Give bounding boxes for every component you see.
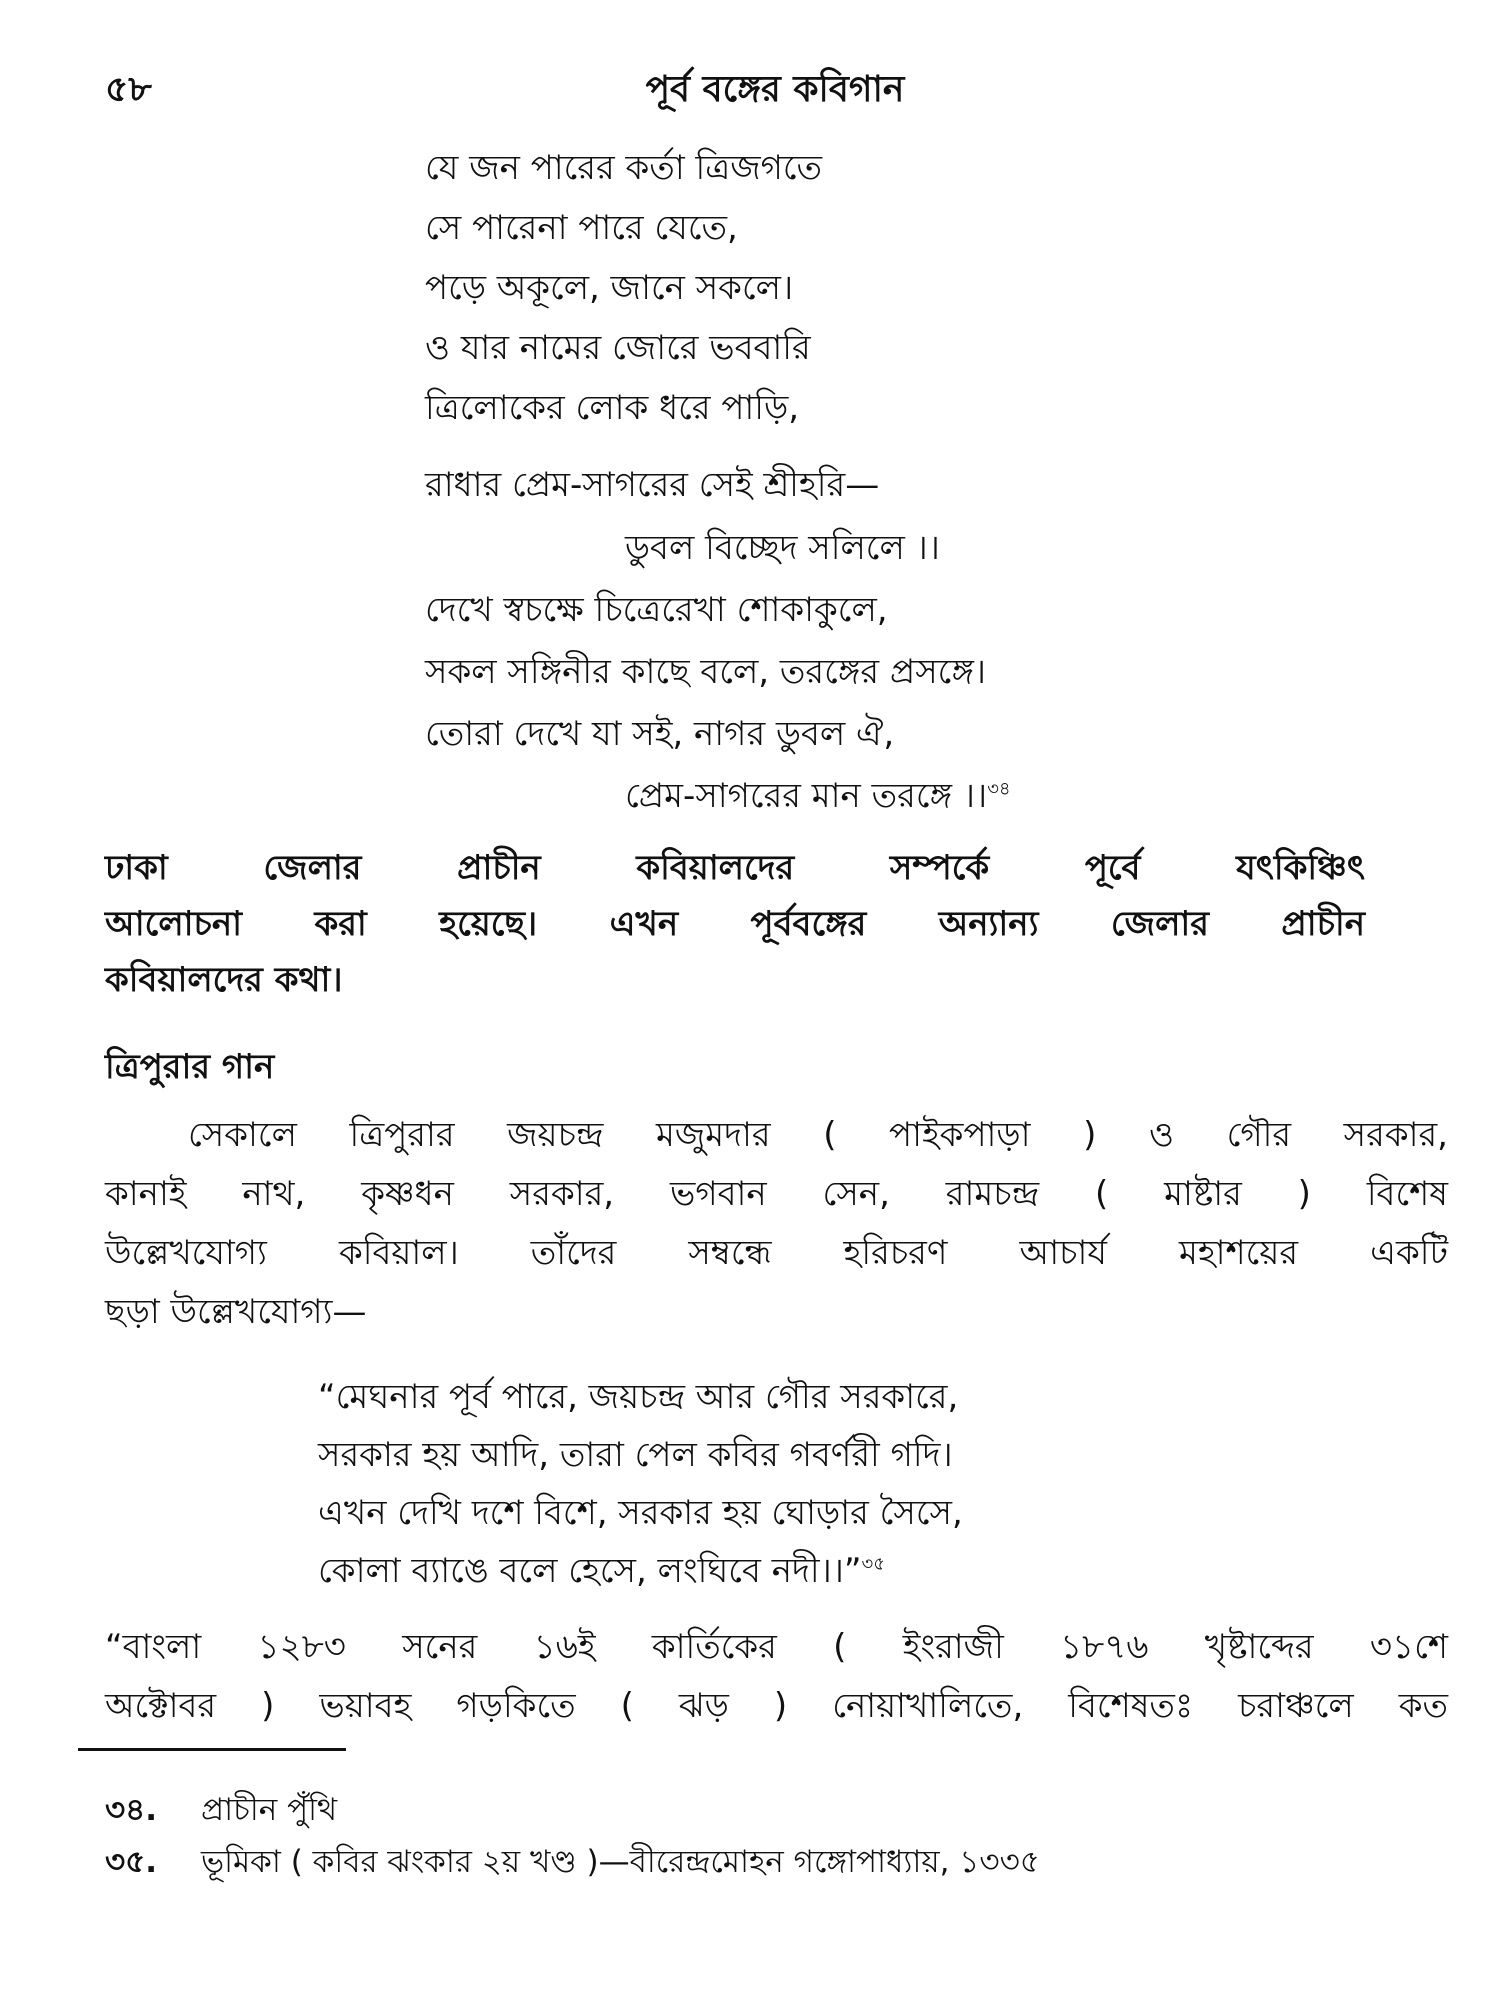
section-heading: ত্রিপুরার গান bbox=[105, 1047, 275, 1087]
paragraph-line: কবিয়ালদের কথা। bbox=[105, 960, 343, 1000]
poem-line: ও যার নামের জোরে ভববারি bbox=[425, 328, 811, 368]
footnote-number: ৩৫. bbox=[105, 1844, 158, 1880]
paragraph-line: উল্লেখযোগ্য কবিয়াল। তাঁদের সম্বন্ধে হরিচরণ আচার্য মহাশয়ের একটি bbox=[105, 1233, 1448, 1273]
paragraph-line: ছড়া উল্লেখযোগ্য— bbox=[105, 1292, 367, 1332]
verse-line: “মেঘনার পূর্ব পারে, জয়চন্দ্র আর গৌর সরকারে, bbox=[318, 1377, 959, 1417]
paragraph-line: অক্টোবর ) ভয়াবহ গড়কিতে ( ঝড় ) নোয়াখালিতে, বিশেষতঃ চরাঞ্চলে কত bbox=[105, 1686, 1448, 1726]
poem-line: পড়ে অকূলে, জানে সকলে। bbox=[425, 268, 794, 308]
footnote-ref: ৩৫ bbox=[861, 1553, 885, 1575]
footnote-text: ভূমিকা ( কবির ঝংকার ২য় খণ্ড )—বীরেন্দ্রমোহন গঙ্গোপাধ্যায়, ১৩৩৫ bbox=[201, 1844, 1040, 1880]
poem-line: সে পারেনা পারে যেতে, bbox=[425, 208, 738, 248]
poem-line: সকল সঙ্গিনীর কাছে বলে, তরঙ্গের প্রসঙ্গে। bbox=[425, 652, 987, 692]
page-number: ৫৮ bbox=[105, 69, 152, 110]
footnote-number: ৩৪. bbox=[105, 1792, 158, 1828]
verse-line bbox=[318, 1549, 885, 1593]
poem-line: ত্রিলোকের লোক ধরে পাড়ি, bbox=[425, 388, 800, 428]
footnote-divider bbox=[78, 1748, 346, 1751]
verse-line: এখন দেখি দশে বিশে, সরকার হয় ঘোড়ার সৈসে, bbox=[318, 1493, 963, 1533]
footnote bbox=[105, 1840, 1040, 1884]
poem-line: রাধার প্রেম-সাগরের সেই শ্রীহরি— bbox=[425, 465, 880, 505]
paragraph-line: কানাই নাথ, কৃষ্ণধন সরকার, ভগবান সেন, রামচন্দ্র ( মাষ্টার ) বিশেষ bbox=[105, 1174, 1448, 1214]
page-header bbox=[105, 62, 1445, 122]
paragraph-line: আলোচনা করা হয়েছে। এখন পূর্ববঙ্গের অন্যান্য জেলার প্রাচীন bbox=[105, 904, 1365, 944]
paragraph-line: “বাংলা ১২৮৩ সনের ১৬ই কার্তিকের ( ইংরাজী ১৮৭৬ খৃষ্টাব্দের ৩১শে bbox=[105, 1627, 1448, 1667]
poem-line: ডুবল বিচ্ছেদ সলিলে ।। bbox=[625, 528, 940, 568]
running-title: পূর্ব বঙ্গের কবিগান bbox=[645, 69, 905, 110]
footnote-text: প্রাচীন পুঁথি bbox=[201, 1792, 338, 1828]
footnote bbox=[105, 1788, 337, 1832]
poem-line bbox=[625, 774, 1011, 818]
verse-line-text: কোলা ব্যাঙে বলে হেসে, লংঘিবে নদী।।” bbox=[318, 1551, 862, 1591]
verse-line: সরকার হয় আদি, তারা পেল কবির গবর্ণরী গদি। bbox=[318, 1435, 953, 1475]
footnote-ref: ৩৪ bbox=[987, 778, 1011, 800]
poem-line: দেখে স্বচক্ষে চিত্রেরেখা শোকাকুলে, bbox=[425, 590, 888, 630]
poem-line: তোরা দেখে যা সই, নাগর ডুবল ঐ, bbox=[425, 714, 895, 754]
poem-line-text: প্রেম-সাগরের মান তরঙ্গে ।। bbox=[625, 776, 988, 816]
paragraph-line: ঢাকা জেলার প্রাচীন কবিয়ালদের সম্পর্কে পূর্বে যৎকিঞ্চিৎ bbox=[105, 848, 1365, 888]
poem-line: যে জন পারের কর্তা ত্রিজগতে bbox=[425, 148, 823, 188]
paragraph-line: সেকালে ত্রিপুরার জয়চন্দ্র মজুমদার ( পাইকপাড়া ) ও গৌর সরকার, bbox=[188, 1115, 1448, 1155]
